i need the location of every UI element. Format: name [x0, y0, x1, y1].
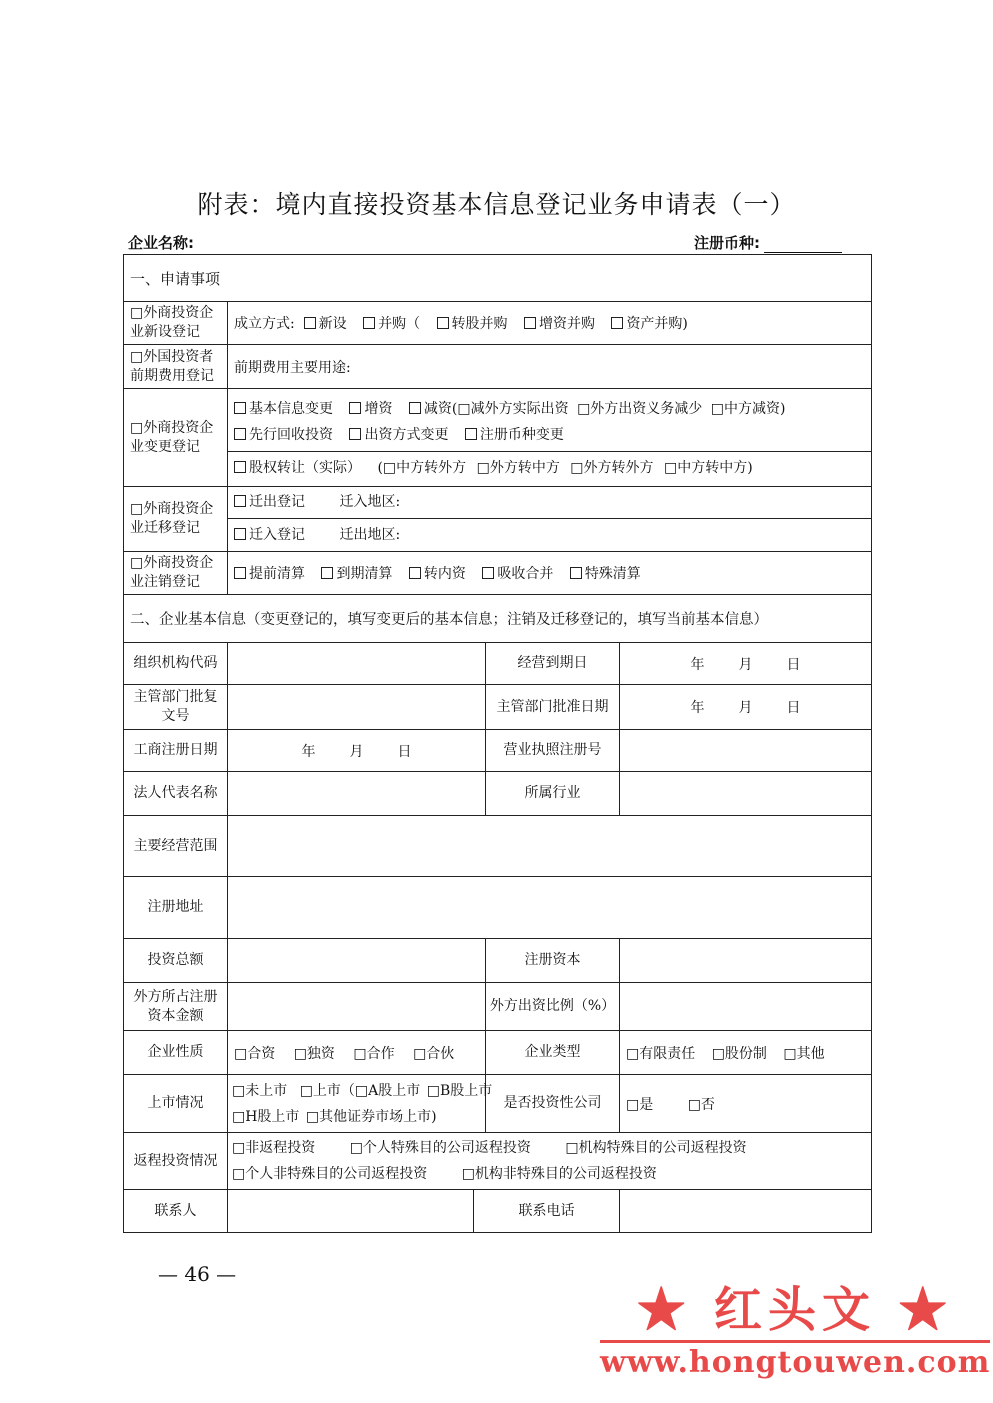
- change-label[interactable]: □外商投资企业变更登记: [124, 389, 228, 487]
- migrate-label[interactable]: □外商投资企业迁移登记: [124, 487, 228, 552]
- opt-other-market[interactable]: □其他证券市场上市): [305, 1108, 437, 1125]
- opt-new[interactable]: 新设: [304, 313, 347, 333]
- new-setup-label[interactable]: □外商投资企业新设登记: [124, 302, 228, 345]
- opt-foreign-obligation[interactable]: □外方出资义务减少: [577, 400, 703, 417]
- foreign-capital-label: 外方所占注册资本金额: [124, 983, 228, 1031]
- license-no-field[interactable]: [620, 730, 872, 772]
- opt-to-domestic[interactable]: 转内资: [409, 563, 466, 583]
- phone-label: 联系电话: [474, 1190, 620, 1233]
- approval-date-field[interactable]: 年 月 日: [620, 685, 872, 730]
- opt-yes[interactable]: □是: [626, 1096, 654, 1113]
- org-code-label: 组织机构代码: [124, 643, 228, 685]
- migrate-out-region[interactable]: 迁出地区:: [339, 527, 401, 543]
- checkbox-icon: [611, 317, 623, 329]
- opt-a-share[interactable]: □上市（□A股上市: [299, 1082, 421, 1099]
- checkbox-icon: [234, 567, 246, 579]
- opt-foreign-to-foreign[interactable]: □外方转外方: [570, 459, 654, 476]
- opt-migrate-out[interactable]: 迁出登记: [234, 487, 305, 518]
- checkbox-icon: [524, 317, 536, 329]
- form-title: 附表：境内直接投资基本信息登记业务申请表（一）: [197, 190, 796, 219]
- opt-institution-non-spv[interactable]: □机构非特殊目的公司返程投资: [461, 1166, 657, 1182]
- opt-b-share[interactable]: □B股上市: [426, 1082, 493, 1099]
- foreign-ratio-field[interactable]: [620, 983, 872, 1031]
- checkbox-icon: [234, 461, 246, 473]
- section2-heading: 二、企业基本信息（变更登记的，填写变更后的基本信息；注销及迁移登记的，填写当前基本信息）: [124, 595, 872, 643]
- type-label: 企业类型: [486, 1031, 620, 1075]
- opt-equity-transfer[interactable]: 股权转让（实际）: [234, 455, 361, 481]
- application-form-table: [123, 254, 872, 1233]
- license-no-label: 营业执照注册号: [486, 730, 620, 772]
- new-setup-options: [228, 302, 872, 345]
- listing-options: [228, 1075, 493, 1133]
- round-trip-options: [228, 1133, 872, 1190]
- opt-capital-increase[interactable]: 增资: [349, 396, 392, 422]
- phone-field[interactable]: [620, 1190, 872, 1233]
- opt-special-liquidation[interactable]: 特殊清算: [570, 563, 641, 583]
- opt-h-share[interactable]: □H股上市: [232, 1108, 300, 1125]
- yes-no-options: [620, 1075, 872, 1133]
- method-label: 成立方式:: [234, 316, 295, 332]
- scope-label: 主要经营范围: [124, 816, 228, 877]
- nature-label: 企业性质: [124, 1031, 228, 1075]
- migrate-in-region[interactable]: 迁入地区:: [339, 494, 401, 510]
- opt-coop[interactable]: □合作: [353, 1045, 395, 1062]
- opt-share-acquire[interactable]: 转股并购: [437, 313, 508, 333]
- opt-partnership[interactable]: □合伙: [413, 1045, 455, 1062]
- checkbox-icon: [234, 402, 246, 414]
- opt-cn-to-cn[interactable]: □中方转中方): [663, 459, 753, 476]
- prelim-fee-label[interactable]: □外国投资者前期费用登记: [124, 345, 228, 389]
- opt-individual-spv[interactable]: □个人特殊目的公司返程投资: [349, 1140, 531, 1156]
- opt-individual-non-spv[interactable]: □个人非特殊目的公司返程投资: [232, 1166, 428, 1182]
- opt-joint-stock[interactable]: □股份制: [711, 1045, 767, 1062]
- opt-no[interactable]: □否: [687, 1096, 715, 1113]
- foreign-ratio-label: 外方出资比例（%）: [486, 983, 620, 1031]
- opt-cn-to-foreign[interactable]: (□中方转外方: [377, 459, 467, 476]
- is-invest-co-label: 是否投资性公司: [486, 1075, 620, 1133]
- scope-field[interactable]: [228, 816, 872, 877]
- foreign-capital-field[interactable]: [228, 983, 486, 1031]
- legal-rep-label: 法人代表名称: [124, 772, 228, 816]
- reg-date-label: 工商注册日期: [124, 730, 228, 772]
- currency-label: 注册币种:: [694, 232, 842, 253]
- opt-expiry-liquidation[interactable]: 到期清算: [321, 563, 392, 583]
- cancel-options: [228, 552, 872, 595]
- legal-rep-field[interactable]: [228, 772, 486, 816]
- opt-limited[interactable]: □有限责任: [626, 1045, 696, 1062]
- total-invest-field[interactable]: [228, 939, 486, 983]
- contact-field[interactable]: [228, 1190, 474, 1233]
- approval-date-label: 主管部门批准日期: [486, 685, 620, 730]
- prelim-fee-field[interactable]: 前期费用主要用途:: [228, 345, 872, 389]
- opt-wfoe[interactable]: □独资: [293, 1045, 335, 1062]
- change-options: [228, 389, 872, 487]
- currency-blank[interactable]: [764, 238, 842, 253]
- listing-label: 上市情况: [124, 1075, 228, 1133]
- round-trip-label: 返程投资情况: [124, 1133, 228, 1190]
- opt-non-round-trip[interactable]: □非返程投资: [232, 1140, 316, 1156]
- reg-capital-field[interactable]: [620, 939, 872, 983]
- opt-early-recovery[interactable]: 先行回收投资: [234, 422, 333, 448]
- industry-field[interactable]: [620, 772, 872, 816]
- checkbox-icon: [409, 402, 421, 414]
- opt-institution-spv[interactable]: □机构特殊目的公司返程投资: [565, 1140, 747, 1156]
- opt-migrate-in[interactable]: 迁入登记: [234, 519, 305, 551]
- migrate-options: [228, 487, 872, 552]
- nature-options: [228, 1031, 486, 1075]
- opt-other-type[interactable]: □其他: [783, 1045, 825, 1062]
- watermark-logo: [600, 1280, 990, 1380]
- opt-capital-acquire[interactable]: 增资并购: [524, 313, 595, 333]
- expiry-date-field[interactable]: 年 月 日: [620, 643, 872, 685]
- approval-no-label: 主管部门批复文号: [124, 685, 228, 730]
- cancel-label[interactable]: □外商投资企业注销登记: [124, 552, 228, 595]
- approval-no-field[interactable]: [228, 685, 486, 730]
- watermark-url: www.hongtouwen.com: [600, 1340, 990, 1380]
- opt-contribution-change[interactable]: 出资方式变更: [349, 422, 448, 448]
- opt-basic-change[interactable]: 基本信息变更: [234, 396, 333, 422]
- org-code-field[interactable]: [228, 643, 486, 685]
- reg-date-field[interactable]: 年 月 日: [228, 730, 486, 772]
- checkbox-icon: [234, 428, 246, 440]
- industry-label: 所属行业: [486, 772, 620, 816]
- checkbox-icon: [437, 317, 449, 329]
- checkbox-icon: [409, 567, 421, 579]
- company-name-label: 企业名称:: [128, 234, 194, 252]
- opt-chinese-decrease[interactable]: □中方减资): [710, 400, 786, 417]
- opt-capital-decrease[interactable]: 减资(□减外方实际出资: [409, 396, 569, 422]
- address-label: 注册地址: [124, 877, 228, 939]
- opt-currency-change[interactable]: 注册币种变更: [465, 422, 564, 448]
- address-field[interactable]: [228, 877, 872, 939]
- page-number: — 46 —: [158, 1262, 237, 1286]
- watermark-text: ★ 红头文 ★: [637, 1282, 953, 1338]
- opt-merger[interactable]: 吸收合并: [482, 563, 553, 583]
- opt-early-liquidation[interactable]: 提前清算: [234, 563, 305, 583]
- expiry-date-label: 经营到期日: [486, 643, 620, 685]
- total-invest-label: 投资总额: [124, 939, 228, 983]
- checkbox-icon: [570, 567, 582, 579]
- checkbox-icon: [234, 495, 246, 507]
- checkbox-icon: [482, 567, 494, 579]
- checkbox-icon: [465, 428, 477, 440]
- section1-heading: 一、申请事项: [124, 255, 872, 302]
- opt-acquire[interactable]: 并购（: [363, 313, 420, 333]
- checkbox-icon: [363, 317, 375, 329]
- reg-capital-label: 注册资本: [486, 939, 620, 983]
- checkbox-icon: [234, 528, 246, 540]
- opt-jv[interactable]: □合资: [234, 1045, 276, 1062]
- opt-foreign-to-cn[interactable]: □外方转中方: [476, 459, 560, 476]
- checkbox-icon: [349, 402, 361, 414]
- contact-label: 联系人: [124, 1190, 228, 1233]
- checkbox-icon: [304, 317, 316, 329]
- type-options: [620, 1031, 872, 1075]
- checkbox-icon: [349, 428, 361, 440]
- opt-asset-acquire[interactable]: 资产并购): [611, 313, 687, 333]
- opt-unlisted[interactable]: □未上市: [232, 1082, 288, 1099]
- checkbox-icon: [321, 567, 333, 579]
